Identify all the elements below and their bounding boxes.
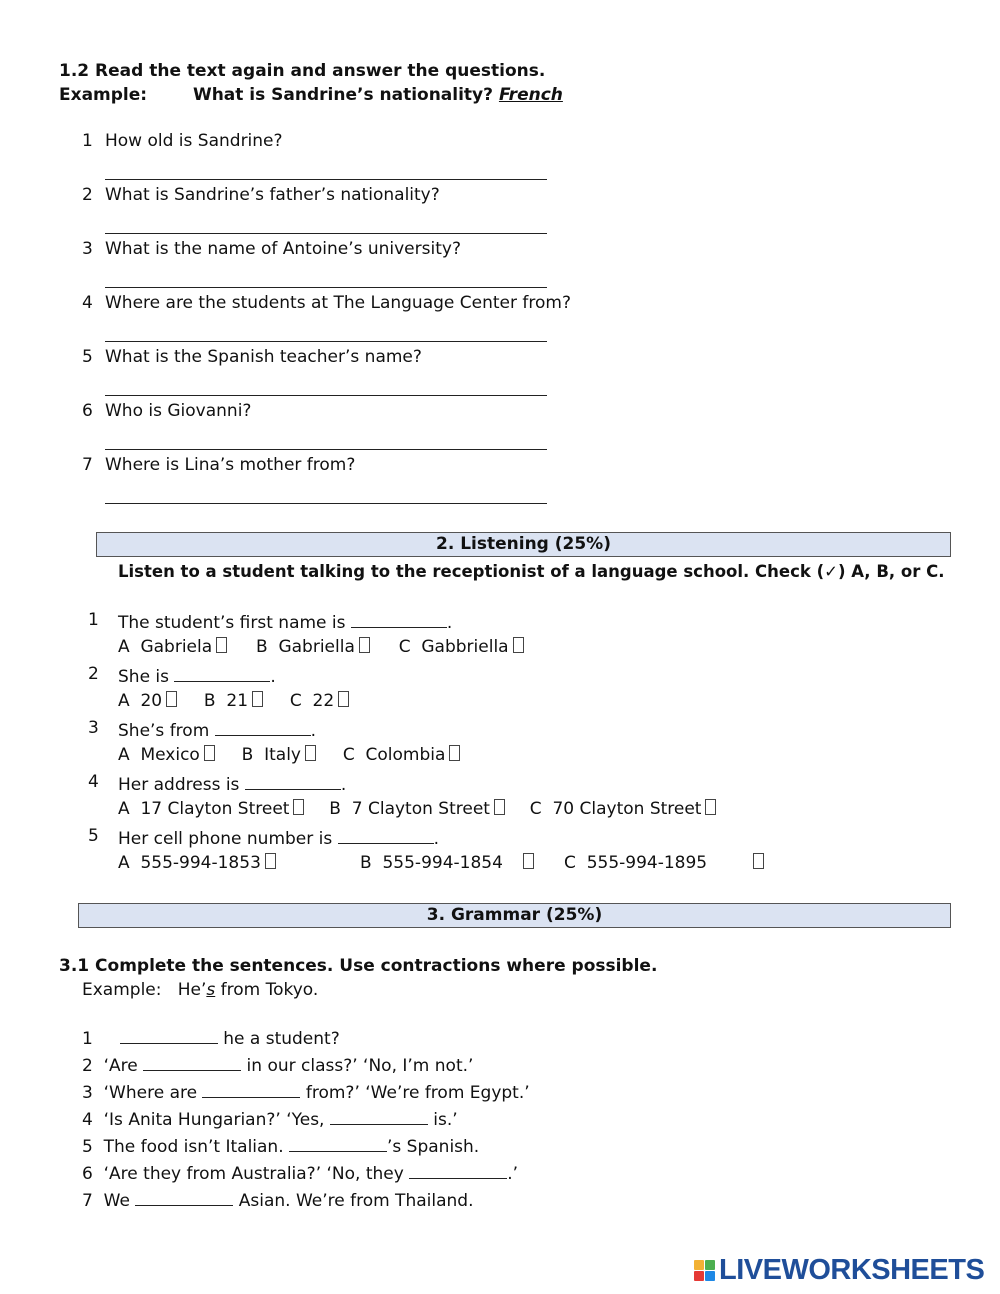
grammar-example: [82, 980, 318, 1000]
example-answer: French: [498, 85, 563, 105]
example-question: What is Sandrine’s nationality?: [192, 85, 494, 105]
stem-text: Her cell phone number is: [118, 829, 333, 849]
checkbox[interactable]: [293, 799, 304, 815]
answer-line[interactable]: [105, 395, 547, 396]
item-number: 4: [82, 1110, 93, 1130]
listening-stem: [118, 772, 346, 795]
grammar-heading: 3. Grammar (25%): [78, 903, 951, 928]
item-number: 5: [88, 826, 99, 846]
grammar-item: 6 ‘Are they from Australia?’ ‘No, they .’: [82, 1161, 518, 1184]
grammar-instruction: 3.1 Complete the sentences. Use contractions where possible.: [59, 956, 658, 976]
stem-end: .: [270, 667, 276, 687]
stem-text: She is: [118, 667, 170, 687]
option[interactable]: A Gabriela: [118, 637, 227, 657]
checkbox[interactable]: [305, 745, 316, 761]
item-number: 4: [88, 772, 99, 792]
item-number: 3: [82, 1083, 93, 1103]
option[interactable]: A Mexico: [118, 745, 215, 765]
option[interactable]: B 555-994-1854: [360, 853, 534, 873]
stem-text: The student’s first name is: [118, 613, 346, 633]
checkbox[interactable]: [204, 745, 215, 761]
example-after: from Tokyo.: [215, 980, 319, 1000]
blank-line[interactable]: [174, 664, 270, 682]
option[interactable]: C 555-994-1895: [564, 853, 764, 873]
checkbox[interactable]: [216, 637, 227, 653]
question-number: 5: [82, 347, 93, 367]
option[interactable]: A 20: [118, 691, 177, 711]
blank-line[interactable]: [330, 1107, 428, 1125]
blank-line[interactable]: [245, 772, 341, 790]
example-before: He’: [177, 980, 207, 1000]
listening-instruction: Listen to a student talking to the receptionist of a language school. Check (✓) A, B, or C.: [118, 562, 945, 581]
checkbox[interactable]: [523, 853, 534, 869]
checkbox[interactable]: [166, 691, 177, 707]
checkbox[interactable]: [265, 853, 276, 869]
blank-line[interactable]: [120, 1026, 218, 1044]
logo-square: [694, 1260, 704, 1270]
grammar-item: 7 We Asian. We’re from Thailand.: [82, 1188, 473, 1211]
answer-line[interactable]: [105, 287, 547, 288]
grammar-item: 1 he a student?: [82, 1026, 340, 1049]
options-row: [118, 637, 524, 657]
item-number: 1: [88, 610, 99, 630]
question-text: Who is Giovanni?: [105, 401, 252, 421]
option[interactable]: C 22: [290, 691, 349, 711]
blank-line[interactable]: [202, 1080, 300, 1098]
blank-line[interactable]: [338, 826, 434, 844]
reading-example: [59, 85, 563, 105]
item-number: 2: [88, 664, 99, 684]
stem-end: .: [433, 829, 440, 849]
stem-end: .: [310, 721, 317, 741]
question-text: What is Sandrine’s father’s nationality?: [105, 185, 440, 205]
checkbox[interactable]: [705, 799, 716, 815]
options-row: [118, 799, 716, 819]
answer-line[interactable]: [105, 341, 547, 342]
stem-text: She’s from: [118, 721, 210, 741]
listening-stem: [118, 610, 452, 633]
question-number: 3: [82, 239, 93, 259]
logo-square: [694, 1271, 704, 1281]
item-number: 3: [88, 718, 99, 738]
example-label: Example:: [59, 85, 148, 105]
answer-line[interactable]: [105, 233, 547, 234]
checkbox[interactable]: [338, 691, 349, 707]
listening-stem: [118, 826, 439, 849]
listening-stem: [118, 718, 316, 741]
answer-line[interactable]: [105, 179, 547, 180]
grammar-item: 4 ‘Is Anita Hungarian?’ ‘Yes, is.’: [82, 1107, 458, 1130]
listening-heading: 2. Listening (25%): [96, 532, 951, 557]
liveworksheets-logo: [694, 1253, 984, 1287]
logo-text: LIVEWORKSHEETS: [719, 1253, 985, 1286]
question-text: What is the name of Antoine’s university?: [105, 239, 461, 259]
answer-line[interactable]: [105, 449, 547, 450]
grammar-item: 5 The food isn’t Italian. ’s Spanish.: [82, 1134, 479, 1157]
item-number: 1: [82, 1029, 93, 1049]
stem-end: .: [446, 613, 453, 633]
question-number: 6: [82, 401, 93, 421]
checkbox[interactable]: [753, 853, 764, 869]
answer-line[interactable]: [105, 503, 547, 504]
reading-instruction: 1.2 Read the text again and answer the questions.: [59, 61, 546, 81]
option[interactable]: C Gabbriella: [399, 637, 524, 657]
option[interactable]: C Colombia: [343, 745, 461, 765]
options-row: [118, 745, 460, 765]
checkbox[interactable]: [449, 745, 460, 761]
option[interactable]: A 555-994-1853: [118, 853, 276, 873]
question-text: Where are the students at The Language Center from?: [105, 293, 571, 313]
example-answer: s: [206, 980, 216, 1000]
option[interactable]: C 70 Clayton Street: [530, 799, 717, 819]
logo-square: [705, 1271, 715, 1281]
item-number: 6: [82, 1164, 93, 1184]
logo-icon: [694, 1260, 715, 1281]
option[interactable]: A 17 Clayton Street: [118, 799, 304, 819]
checkbox[interactable]: [513, 637, 524, 653]
option[interactable]: B Italy: [242, 745, 316, 765]
grammar-item: 2 ‘Are in our class?’ ‘No, I’m not.’: [82, 1053, 473, 1076]
blank-line[interactable]: [143, 1053, 241, 1071]
listening-stem: [118, 664, 276, 687]
question-number: 7: [82, 455, 93, 475]
checkbox[interactable]: [252, 691, 263, 707]
options-row: [118, 691, 349, 711]
item-number: 2: [82, 1056, 93, 1076]
item-number: 5: [82, 1137, 93, 1157]
stem-end: .: [340, 775, 347, 795]
blank-line[interactable]: [215, 718, 311, 736]
blank-line[interactable]: [135, 1188, 233, 1206]
checkbox[interactable]: [359, 637, 370, 653]
question-number: 4: [82, 293, 93, 313]
stem-text: Her address is: [118, 775, 240, 795]
item-number: 7: [82, 1191, 93, 1211]
option[interactable]: B Gabriella: [256, 637, 370, 657]
blank-line[interactable]: [289, 1134, 387, 1152]
logo-square: [705, 1260, 715, 1270]
question-text: What is the Spanish teacher’s name?: [105, 347, 422, 367]
blank-line[interactable]: [351, 610, 447, 628]
example-label: Example:: [82, 980, 162, 1000]
question-text: How old is Sandrine?: [105, 131, 283, 151]
blank-line[interactable]: [409, 1161, 507, 1179]
grammar-item: 3 ‘Where are from?’ ‘We’re from Egypt.’: [82, 1080, 530, 1103]
option[interactable]: B 7 Clayton Street: [329, 799, 505, 819]
checkbox[interactable]: [494, 799, 505, 815]
option[interactable]: B 21: [204, 691, 263, 711]
question-text: Where is Lina’s mother from?: [105, 455, 356, 475]
question-number: 1: [82, 131, 93, 151]
question-number: 2: [82, 185, 93, 205]
